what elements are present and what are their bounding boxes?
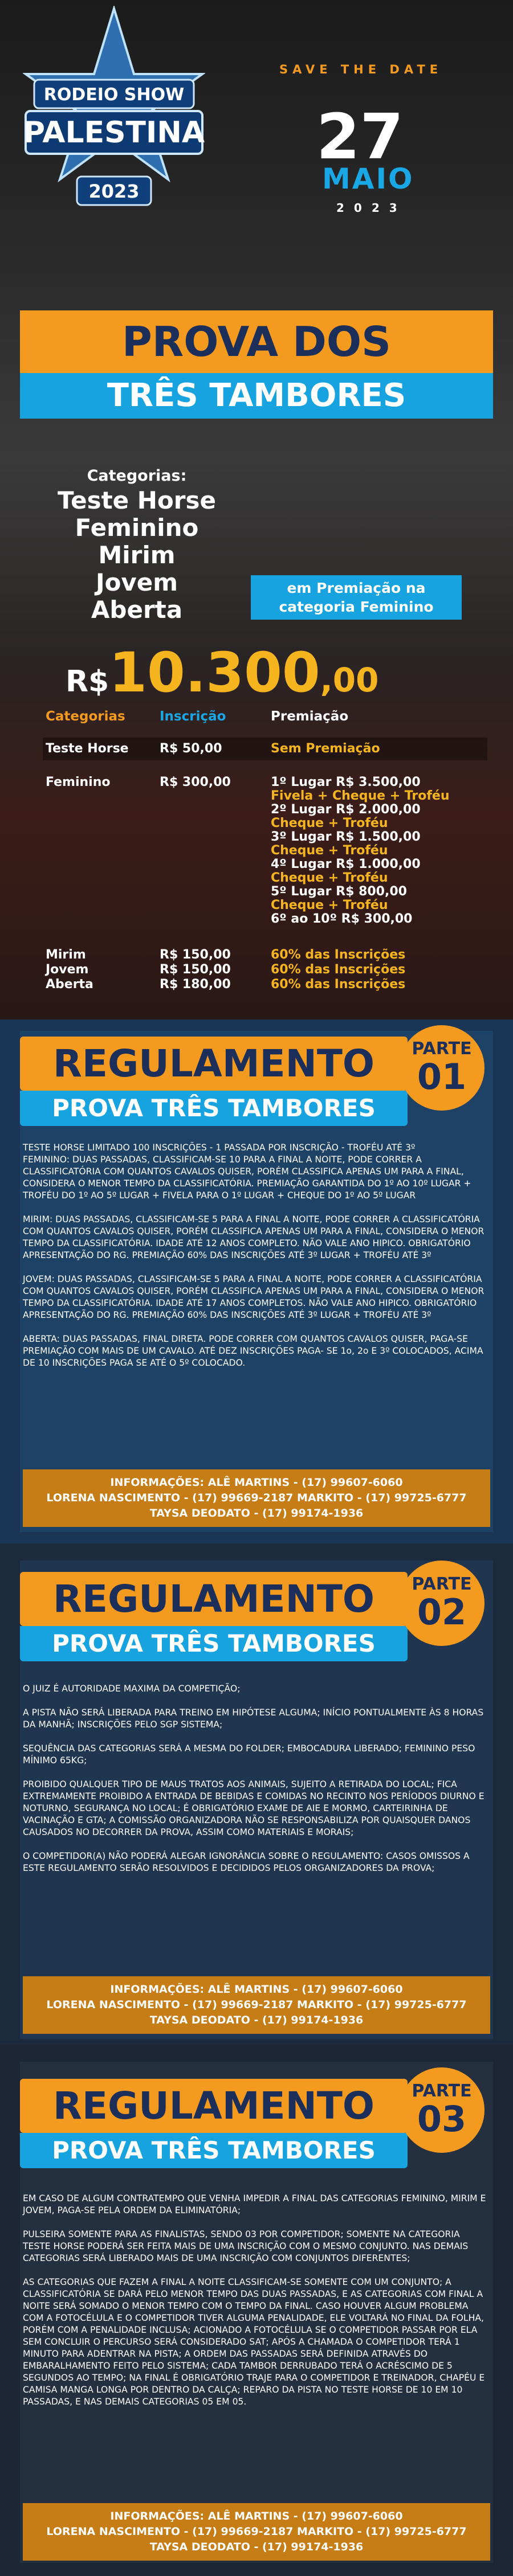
hero-banner [0,0,513,1019]
rule-paragraph: TESTE HORSE LIMITADO 100 INSCRIÇÕES - 1 PASSADA POR INSCRIÇÃO - TROFÉU ATÉ 3º [23,1142,416,1153]
contact-line: LORENA NASCIMENTO - (17) 99669-2187 MARKITO - (17) 99725-6777 [46,2525,467,2538]
prize-line: Cheque + Troféu [271,898,388,912]
table-header-inscricao: Inscrição [160,709,226,724]
rule-paragraph: AS CATEGORIAS QUE FAZEM A FINAL A NOITE CLASSIFICAM-SE SOMENTE COM UM CONJUNTO; A CLASSIFICATÓRIA SE DARÁ PELO MENOR TEMPO DAS DUAS PASSADAS, E AS CATEGORIAS COM FINAL A NOITE SERÁ SOMADO O MENOR TEMPO COM O TEMPO DA FINAL. CASO HOUVER ALGUM PROBLEMA COM A FOTOCÉLULA E O COMPETIDOR TIVER ALGUMA PENALIDADE, ELE VOLTARÁ NO FINAL DA FOLHA, PORÉM COM A PENALIDADE INCLUSA; ACIONADO A FOTOCÉLULA SE O COMPETIDOR PASSAR POR ELA SEM CONCLUIR O PERCURSO SERÁ CONSIDERADO SAT; APÓS A CHAMADA O COMPETIDOR TERÁ 1 MINUTO PARA ADENTRAR NA PISTA; A ORDEM DAS PASSADAS SERÁ DEFINIDA ATRAVÉS DO EMBARALHAMENTO FEITO PELO SISTEMA; CADA TAMBOR DERRUBADO TERÁ O ACRÉSCIMO DE 5 SEGUNDOS AO TEMPO; NA FINAL É OBRIGATÓRIO TRAJE PARA O COMPETIDOR E TREINADOR, CHAPÉU E CAMISA MANGA LONGA POR DENTRO DA CALÇA; REPARO DA PISTA NO TESTE HORSE DE 10 EM 10 PASSADAS, E NAS DEMAIS CATEGORIAS 05 EM 05. [23,2277,485,2407]
regulation-part-3 [0,2045,513,2576]
table-cell-prize: 60% das Inscrições [271,977,406,992]
prize-cents: ,00 [320,661,379,699]
section-title: REGULAMENTO [20,1037,408,1091]
part-word: PARTE [412,1574,472,1594]
categories-heading: Categorias: [87,467,187,485]
save-the-date-label: SAVE THE DATE [279,63,443,76]
rule-paragraph: O JUIZ É AUTORIDADE MAXIMA DA COMPETIÇÃO; [23,1684,241,1694]
premiation-badge: em Premiação na categoria Feminino [251,575,462,620]
rule-paragraph: A PISTA NÃO SERÁ LIBERADA PARA TREINO EM HIPÓTESE ALGUMA; INÍCIO PONTUALMENTE ÀS 8 HORAS DA MANHÃ; INSCRIÇÕES PELO SGP SISTEMA; [23,1707,484,1730]
title-line-2: TRÊS TAMBORES [20,373,493,419]
regulation-part-1 [0,1019,513,1543]
prize-line: 1º Lugar R$ 3.500,00 [271,775,421,789]
prize-currency: R$ [66,665,109,699]
event-title [20,310,493,424]
category-item: Feminino [75,514,199,542]
contact-line: LORENA NASCIMENTO - (17) 99669-2187 MARKITO - (17) 99725-6777 [46,1492,467,1504]
section-body [23,1142,490,1381]
part-word: PARTE [412,2081,472,2101]
rule-paragraph: O COMPETIDOR(A) NÃO PODERÁ ALEGAR IGNORÂNCIA SOBRE O REGULAMENTO: CASOS OMISSOS A ESTE REGULAMENTO SERÃO RESOLVIDOS E DECIDIDOS PELOS ORGANIZADORES DA PROVA; [23,1851,470,1873]
logo-main-text: PALESTINA [23,116,205,150]
prize-line: 5º Lugar R$ 800,00 [271,884,407,899]
title-line-1: PROVA DOS [20,310,493,373]
contact-line: INFORMAÇÕES: ALÊ MARTINS - (17) 99607-6060 [110,1983,403,1996]
prize-line: 4º Lugar R$ 1.000,00 [271,857,421,871]
rule-paragraph: SEQUÊNCIA DAS CATEGORIAS SERÁ A MESMA DO FOLDER; EMBOCADURA LIBERADO; FEMININO PESO MÍNIMO 65KG; [23,1743,475,1766]
contact-line: TAYSA DEODATO - (17) 99174-1936 [149,1507,364,1520]
logo-year-text: 2023 [88,181,140,202]
contact-line: TAYSA DEODATO - (17) 99174-1936 [149,2541,364,2553]
logo-top-text: RODEIO SHOW [43,85,185,105]
part-badge [399,1561,484,1646]
prize-line: Fivela + Cheque + Troféu [271,789,450,803]
rule-paragraph: MIRIM: DUAS PASSADAS, CLASSIFICAM-SE 5 PARA A FINAL A NOITE, PODE CORRER A CLASSIFICATÓRIA COM QUANTOS CAVALOS QUISER, PORÉM CLASSIFICA APENAS UM PARA A FINAL, CONSIDERA O MENOR TEMPO DA CLASSIFICATÓRIA. IDADE ATÉ 12 ANOS COMPLETO. NÃO VALE ANO HIPICO. OBRIGATÓRIO APRESENTAÇÃO DO RG. PREMIAÇÃO 60% DAS INSCRIÇÕES ATÉ 3º LUGAR + TROFÉU ATÉ 3º [23,1214,484,1260]
table-cell-prize: 60% das Inscrições [271,963,406,977]
event-day: 27 [316,100,404,173]
categories-list [34,467,239,624]
table-cell-category: Aberta [46,977,93,992]
rule-paragraph: FEMININO: DUAS PASSADAS, CLASSIFICAM-SE 10 PARA A FINAL A NOITE, PODE CORRER A CLASSIFICATÓRIA COM QUANTOS CAVALOS QUISER, PORÉM CLASSIFICA APENAS UM PARA A FINAL, CONSIDERA O MENOR TEMPO DA CLASSIFICATÓRIA. PREMIAÇÃO GARANTIDA DO 1º AO 10º LUGAR + TROFÉU DO 1º AO 5º LUGAR + FIVELA PARA O 1º LUGAR + CHEQUE DO 1º AO 5º LUGAR [23,1154,471,1201]
contact-info-box [23,1976,490,2034]
section-title: REGULAMENTO [20,2079,408,2133]
table-cell-category: Jovem [46,963,89,977]
part-badge [399,2067,484,2153]
section-body [23,1683,490,1886]
prize-line: 6º ao 10º R$ 300,00 [271,912,413,926]
rule-paragraph: JOVEM: DUAS PASSADAS, CLASSIFICAM-SE 5 PARA A FINAL A NOITE, PODE CORRER A CLASSIFICATÓRIA COM QUANTOS CAVALOS QUISER, PORÉM CLASSIFICA APENAS UM PARA A FINAL, CONSIDERA O MENOR TEMPO DA CLASSIFICATÓRIA. IDADE ATÉ 17 ANOS COMPLETOS. NÃO VALE ANO HIPICO. OBRIGATÓRIO APRESENTAÇÃO DO RG. PREMIAÇÃO 60% DAS INSCRIÇÕES ATÉ 3º LUGAR + TROFÉU ATÉ 3º [23,1274,484,1320]
regulation-part-2 [0,1543,513,2045]
section-title: REGULAMENTO [20,1572,408,1626]
category-item: Aberta [91,596,183,624]
part-number: 03 [417,2098,467,2140]
section-body [23,2193,490,2420]
table-cell-fee: R$ 150,00 [160,948,231,962]
rule-paragraph: PULSEIRA SOMENTE PARA AS FINALISTAS, SENDO 03 POR COMPETIDOR; SOMENTE NA CATEGORIA TESTE HORSE PODERÁ SER FEITA MAIS DE UMA INSCRIÇÃO COM O MESMO CONJUNTO. NAS DEMAIS CATEGORIAS SERÁ LIBERADO MAIS DE UMA INSCRIÇÃO COM CONJUNTOS DIFERENTES; [23,2229,469,2263]
event-year: 2023 [336,201,407,215]
prize-line: 2º Lugar R$ 2.000,00 [271,802,421,817]
category-item: Teste Horse [58,486,216,514]
table-cell-prize: Sem Premiação [271,742,380,756]
contact-info-box [23,1469,490,1527]
rodeio-show-palestina-logo [23,6,205,228]
section-subtitle: PROVA TRÊS TAMBORES [20,2133,408,2168]
contact-line: TAYSA DEODATO - (17) 99174-1936 [149,2014,364,2026]
section-subtitle: PROVA TRÊS TAMBORES [20,1626,408,1661]
table-cell-category: Teste Horse [46,742,129,756]
contact-line: INFORMAÇÕES: ALÊ MARTINS - (17) 99607-6060 [110,1476,403,1489]
table-cell-category: Mirim [46,948,86,962]
prize-line: 3º Lugar R$ 1.500,00 [271,830,421,844]
contact-line: LORENA NASCIMENTO - (17) 99669-2187 MARKITO - (17) 99725-6777 [46,1998,467,2011]
contact-line: INFORMAÇÕES: ALÊ MARTINS - (17) 99607-6060 [110,2510,403,2522]
part-word: PARTE [412,1039,472,1059]
contact-info-box [23,2503,490,2561]
part-number: 01 [417,1056,467,1097]
prize-line: Cheque + Troféu [271,843,388,858]
table-cell-category: Feminino [46,775,111,789]
prize-line: Cheque + Troféu [271,871,388,885]
section-subtitle: PROVA TRÊS TAMBORES [20,1091,408,1126]
table-cell-fee: R$ 180,00 [160,977,231,992]
category-item: Mirim [98,541,176,569]
rule-paragraph: ABERTA: DUAS PASSADAS, FINAL DIRETA. PODE CORRER COM QUANTOS CAVALOS QUISER, PAGA-SE PREMIAÇÃO COM MAIS DE UM CAVALO. ATÉ DEZ INSCRIÇÕES PAGA- SE 1o, 2o E 3º COLOCADOS, ACIMA DE 10 INSCRIÇÕES PAGA SE ATÉ O 5º COLOCADO. [23,1334,483,1368]
prize-line: Cheque + Troféu [271,816,388,830]
rule-paragraph: EM CASO DE ALGUM CONTRATEMPO QUE VENHA IMPEDIR A FINAL DAS CATEGORIAS FEMININO, MIRIM E JOVEM, PAGA-SE PELA ORDEM DA ELIMINATÓRIA; [23,2193,486,2215]
prize-value: 10.300 [109,641,320,705]
table-header-categorias: Categorias [46,709,125,724]
part-badge [399,1025,484,1111]
part-number: 02 [417,1591,467,1633]
total-prize [66,641,378,705]
event-month: MAIO [322,162,414,195]
table-cell-fee: R$ 150,00 [160,963,231,977]
category-item: Jovem [95,568,178,596]
table-cell-fee: R$ 50,00 [160,742,222,756]
table-header-premiacao: Premiação [271,709,349,724]
rule-paragraph: PROIBIDO QUALQUER TIPO DE MAUS TRATOS AOS ANIMAIS, SUJEITO A RETIRADA DO LOCAL; FICA EXTREMAMENTE PROIBIDO A ENTRADA DE BEBIDAS E COMIDAS NO RECINTO NOS PERÍODOS DIURNO E NOTURNO, SEGURANÇA NO LOCAL; É OBRIGATÓRIO EXAME DE AIE E MORMO, CARTEIRINHA DE VACINAÇÃO E GTA; A COMISSÃO ORGANIZADORA NÃO SE RESPONSABILIZA POR QUAISQUER DANOS CAUSADOS NO DECORRER DA PROVA, ASSIM COMO MATERIAIS E MORAIS; [23,1779,484,1837]
table-cell-prize: 60% das Inscrições [271,948,406,962]
table-cell-fee: R$ 300,00 [160,775,231,789]
